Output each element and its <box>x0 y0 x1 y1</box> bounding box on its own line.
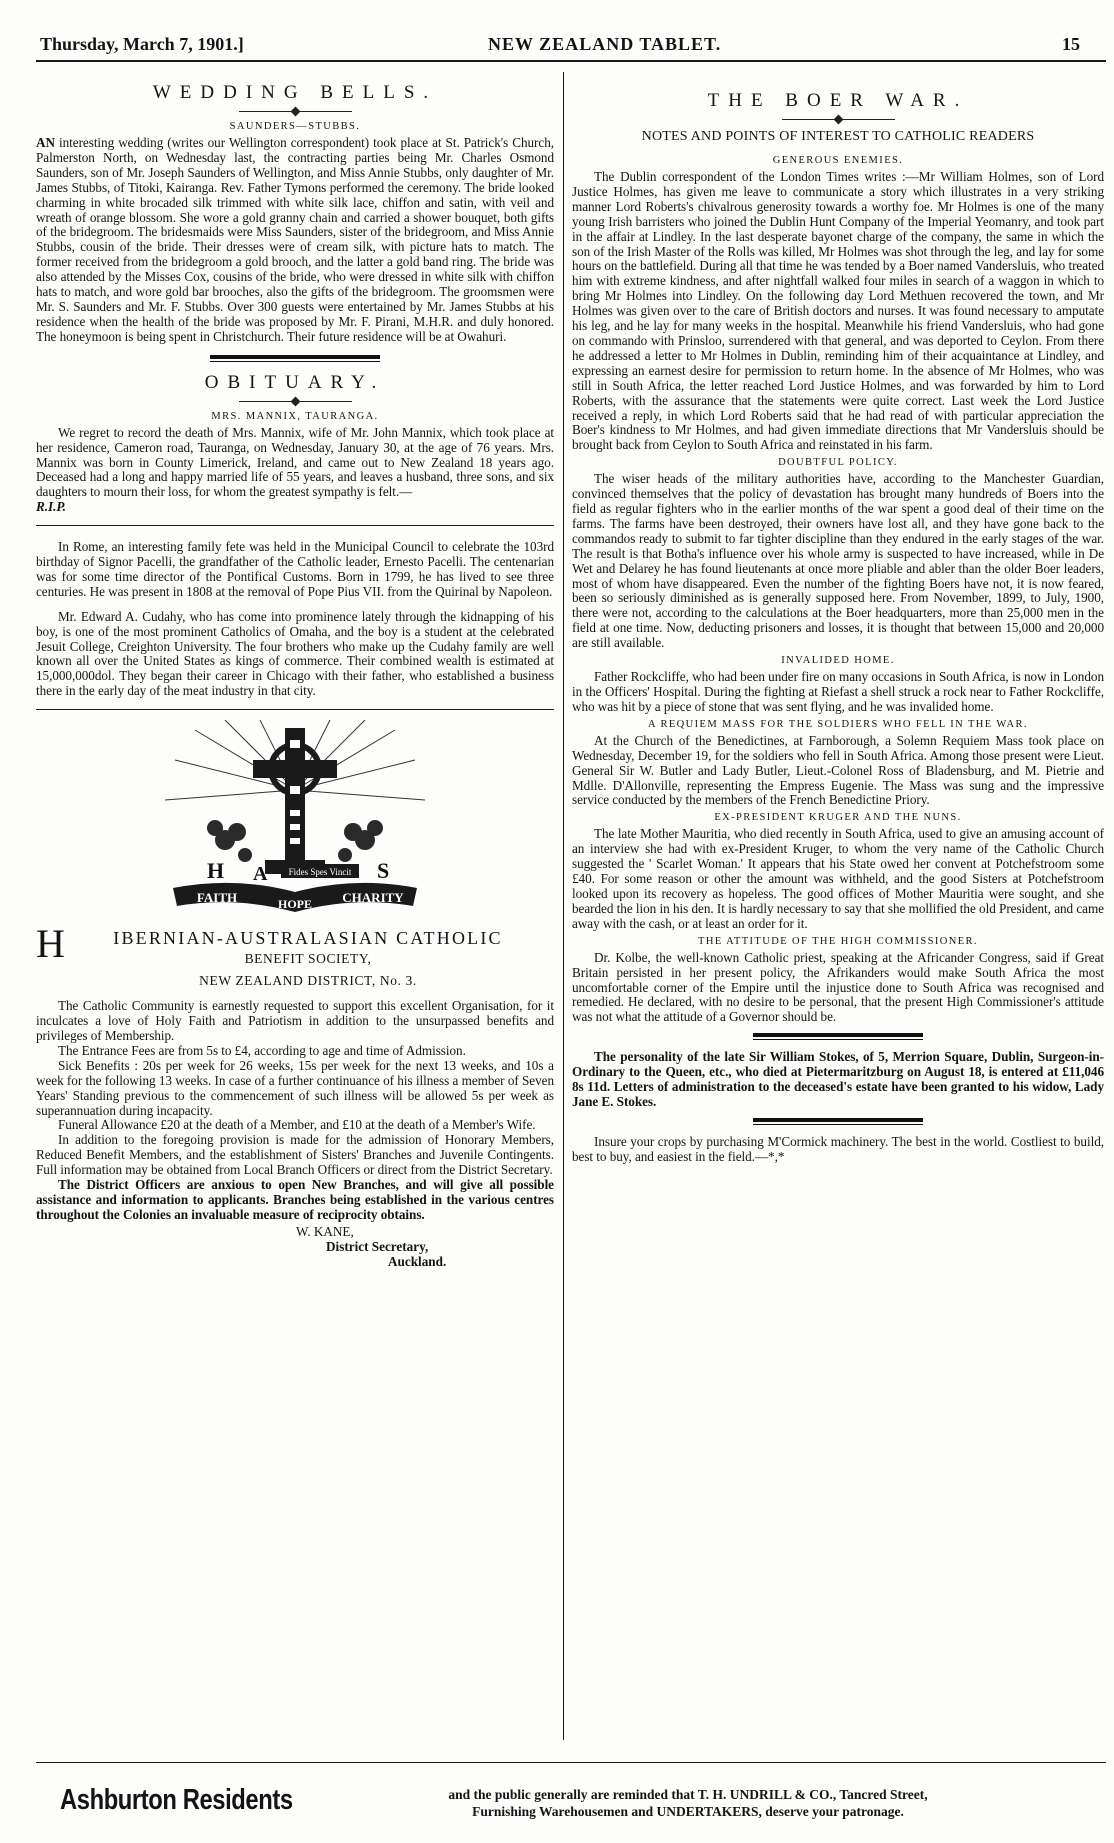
emblem-motto: Fides Spes Vincit <box>288 867 352 878</box>
wedding-lead: AN <box>36 135 55 150</box>
wedding-subheading: SAUNDERS—STUBBS. <box>229 121 361 132</box>
right-column <box>572 76 1104 1165</box>
hibernian-para: Sick Benefits : 20s per week for 26 weeks, 15s per week for the next 13 weeks, and 10s a week for the following 13 weeks. In case of a further continuance of his illness a member of Seven Years' Standing previous to the commencement of such illness will be allowed 5s per week as superannuation during incapacity. <box>36 1057 554 1118</box>
diamond-ornament <box>36 108 554 115</box>
section-rule <box>210 355 380 362</box>
section-title: THE ATTITUDE OF THE HIGH COMMISSIONER. <box>698 935 978 947</box>
section-rule <box>753 1118 923 1125</box>
boer-para: Dr. Kolbe, the well-known Catholic priest, speaking at the Africander Congress, said if Great Britain persisted in her present policy, the Afrikanders would make South Africa the most uncomfortable corner of the Empire until the injustice done to South Africa was recognised and remedied. He declared, with no desire to be personal, that the present High Commissioner's attitude was not what the attitude of a Governor should be. <box>572 949 1104 1025</box>
signature-place: Auckland. <box>388 1253 447 1269</box>
section-title: GENEROUS ENEMIES. <box>772 155 904 166</box>
emblem-faith: FAITH <box>196 890 238 906</box>
emblem-hope: HOPE <box>277 897 313 912</box>
header-rule <box>36 60 1106 62</box>
signature-title: District Secretary, <box>326 1238 429 1254</box>
boer-para: The Dublin correspondent of the London Times writes :—Mr William Holmes, son of Lord Justice Holmes, has given me leave to communicate a story which illustrates in a very striking manner Lord Roberts's chivalrous generosity towards a worthy foe. Mr Holmes is one of the many young Irish barristers who joined the Dublin Hunt Company of the Imperial Yeomanry, and took part in the affair at Lindley. In the last desperate bayonet charge of the company, the same in which the son of the Irish Master of the Rolls was killed, Mr Holmes was shot through the leg, and lay for some hours on the battlefield. During all that time he was tended by a Boer named Vandersluis, who treated him with extreme kindness, and after nightfall walked four miles in search of a waggon in which to bring Mr Holmes into Lindley. On the following day Lord Methuen recovered the town, and Mr Holmes was given over to the care of British doctors and nurses. It was found necessary to amputate his leg, and he lay for many weeks in the hospital. Meanwhile his friend Vandersluis, who had gone on commando with Prinsloo, surrendered with that general, and was deported to Ceylon. From there he addressed a letter to Mr Holmes in Dublin, reminding him of their acquaintance at Lindley, and expressing an earnest desire for permission to return home. In the absence of Mr Holmes, who was still in South Africa, the letter reached Lord Justice Holmes, and was forwarded by him to Lord Roberts, with the assurance that the statements were quite correct. Last week the Lord Justice received a reply, in which Lord Roberts said that he had read of with particular appreciation the Boer's kindness to Mr Holmes, and had given immediate directions that Mr Vandersluis should be brought back from Ceylon to South Africa and reinstated in his farm. <box>572 169 1104 453</box>
footer-line1: and the public generally are reminded that T. H. UNDRILL & CO., Tancred Street, <box>448 1787 928 1802</box>
footer-line2: Furnishing Warehousemen and UNDERTAKERS, deserve your patronage. <box>472 1804 904 1819</box>
hibernian-title-line3: NEW ZEALAND DISTRICT, No. 3. <box>199 973 417 989</box>
section-title: DOUBTFUL POLICY. <box>778 457 898 469</box>
header-page-number: 15 <box>1062 34 1080 54</box>
wedding-article <box>36 136 554 345</box>
section-title: A REQUIEM MASS FOR THE SOLDIERS WHO FELL IN THE WAR. <box>648 718 1028 730</box>
obituary-subheading: MRS. MANNIX, TAURANGA. <box>211 410 379 422</box>
hibernian-para: The Catholic Community is earnestly requested to support this excellent Organisation, for it inculcates a love of Holy Faith and Patriotism in addition to the unsurpassed benefits and privileges of Membership. <box>36 998 554 1043</box>
section-title: INVALIDED HOME. <box>781 655 895 667</box>
hibernian-title-line1: IBERNIAN-AUSTRALASIAN CATHOLIC <box>113 928 503 949</box>
news-item-pacelli: In Rome, an interesting family fete was held in the Municipal Council to celebrate the 103rd birthday of Signor Pacelli, the grandfather of the Catholic leader, Ernesto Pacelli. The centenarian was for some time director of the Pontifical Customs. Born in 1799, he has lived to see three centuries. He was present in 1808 at the removal of Pope Pius VII. from the Quirinal by Napoleon. <box>36 539 554 599</box>
boer-para: Father Rockcliffe, who had been under fire on many occasions in South Africa, is now in London in the Officers' Hospital. During the fighting at Riefast a shell struck a rock near to Father Rockcliffe, who was hit by a piece of stone that was sent flying, and he was invalided home. <box>572 669 1104 714</box>
boer-para: The wiser heads of the military authorities have, according to the Manchester Guardian, convinced themselves that the policy of devastation has brought many hundreds of Boers into the field as regular fighters who in the earlier months of the war spent a good deal of their time on the farms. The farms have been destroyed, their owners have lost all, and they have gone back to the commandos ready to submit to far tighter discipline than they endured in the early stages of the war. The result is that Botha's influence over his whole army is suspected to have increased, while in De Wet and Delarey he has found lieutenants at once more pliable and abler than the older Boer leaders, most of whom have disappeared. Even the number of the fighting Boers have not, it is now feared, been so seriously diminished as is generally supposed here. From November, 1899, to July, 1900, there were not, according to the calculations at the Boer headquarters, more than 25,000 men in the field at one time. Now, deducting prisoners and losses, it is thought that between 15,000 and 20,000 are still available. <box>572 471 1104 651</box>
signature-block <box>36 1225 554 1270</box>
divider-line <box>36 709 554 710</box>
hibernian-society-emblem <box>155 720 435 920</box>
emblem-initial-h: H <box>207 858 225 884</box>
footer-advertisement <box>60 1782 1100 1830</box>
emblem-initial-a: A <box>253 863 268 886</box>
hibernian-para: Funeral Allowance £20 at the death of a Member, and £10 at the death of a Member's Wife. <box>58 1117 536 1133</box>
signature-name: W. KANE, <box>296 1223 354 1239</box>
obituary-heading: OBITUARY. <box>204 371 386 393</box>
news-item-cudahy: Mr. Edward A. Cudahy, who has come into prominence lately through the kidnapping of his boy, is one of the most prominent Catholics of Omaha, and the boy is a student at the celebrated Jesuit College, Creighton University. The four brothers who make up the Cudahy family are well known all over the United States as kings of commerce. Their combined wealth is estimated at 15,000,000dol. They began their career in Chicago with their father, who established a business there in the early day of the meat industry in that city. <box>36 608 554 699</box>
emblem-charity: CHARITY <box>342 890 404 906</box>
diamond-ornament <box>572 116 1104 123</box>
hibernian-title-line2: BENEFIT SOCIETY, <box>244 951 372 967</box>
section-rule <box>753 1033 923 1040</box>
hibernian-para: The Entrance Fees are from 5s to £4, according to age and time of Admission. <box>58 1042 466 1058</box>
boer-subheading: NOTES AND POINTS OF INTEREST TO CATHOLIC READERS <box>641 129 1035 144</box>
column-divider <box>563 72 564 1740</box>
obituary-rip: R.I.P. <box>36 499 66 515</box>
hibernian-para: In addition to the foregoing provision is made for the admission of Honorary Members, Reduced Benefit Members, and the establishment of Sisters' Branches and Juvenile Contingents. Full information may be obtained from Local Branch Officers or direct from the District Secretary. <box>36 1132 554 1178</box>
obituary-article <box>36 426 554 515</box>
insure-notice: Insure your crops by purchasing M'Cormick machinery. The best in the world. Costliest to build, best to buy, and easiest in the field.—*,* <box>572 1133 1104 1164</box>
divider-line <box>36 525 554 526</box>
emblem-initial-s: S <box>377 858 390 884</box>
section-title: EX-PRESIDENT KRUGER AND THE NUNS. <box>714 812 962 824</box>
footer-text <box>338 1786 1038 1820</box>
footer-brand: Ashburton Residents <box>60 1784 293 1816</box>
left-column <box>36 76 554 1270</box>
header-date: Thursday, March 7, 1901.] <box>40 34 244 54</box>
boer-para: The late Mother Mauritia, who died recently in South Africa, used to give an amusing account of an interview she had with ex-President Kruger, to whom the very name of the Catholic Church suggested the ' Scarlet Woman.' It appears that his State owed her convent at Potchefstroom some £40. For some reason or other the amount was withheld, and the good Sisters at Potchefstroom looked upon its recovery as hopeless. The good offices of Mother Mauritia were sought, and she bearded the lion in his den. It is hardly necessary to say that she mollified the old President, and came away with the cash, or at least an order for it. <box>572 826 1104 931</box>
stokes-notice: The personality of the late Sir William Stokes, of 5, Merrion Square, Dublin, Surgeon-in-Ordinary to the Queen, etc., who died at Pietermaritzburg on August 18, is entered at £11,046 8s 11d. Letters of administration to the deceased's estate have been granted to his widow, Lady Jane E. Stokes. <box>572 1049 1104 1109</box>
hibernian-dropcap: H <box>36 921 65 967</box>
boer-heading: THE BOER WAR. <box>707 90 969 111</box>
hibernian-para: The District Officers are anxious to open New Branches, and will give all possible assistance and information to applicants. Branches being established in the various centres throughout the Colonies an invaluable measure of reciprocity obtains. <box>36 1177 554 1222</box>
wedding-heading: WEDDING BELLS. <box>152 82 438 103</box>
header-masthead: NEW ZEALAND TABLET. <box>488 34 722 54</box>
hibernian-title <box>36 921 554 989</box>
boer-para: At the Church of the Benedictines, at Farnborough, a Solemn Requiem Mass took place on Wednesday, December 19, for the soldiers who fell in South Africa. Among those present were Lieut. General Sir W. Butler and Lady Butler, Lieut.-Colonel Ross of Bladensburg, and M. Pietrie and Mdlle. D'Allonville, representing the Empress Eugenie. The Mass was sung and the impressive service conducted by the members of the French Benedictine Priory. <box>572 732 1104 808</box>
page-header <box>40 34 1080 60</box>
obituary-body: We regret to record the death of Mrs. Mannix, wife of Mr. John Mannix, which took place at her residence, Cameron road, Tauranga, on Wednesday, January 30, at the age of 76 years. Mrs. Mannix was born in County Limerick, Ireland, and came out to New Zealand 18 years ago. Deceased had a long and happy married life of 55 years, and leaves a husband, three sons, and six daughters to mourn their loss, for whom the greatest sympathy is felt.— <box>36 424 554 500</box>
diamond-ornament <box>36 398 554 405</box>
footer-rule <box>36 1762 1106 1763</box>
wedding-body: interesting wedding (writes our Wellington correspondent) took place at St. Patrick's Church, Palmerston North, on Wednesday last, the contracting parties being Mr. Charles Osmond Saunders, son of Mr. Joseph Saunders of Wellington, and Miss Annie Stubbs, only daughter of Mr. James Stubbs, of Titoki, Kairanga. Rev. Father Tymons performed the ceremony. The bride looked charming in white brocaded silk trimmed with white silk lace, chiffon and satin, with veil and wreath of orange blossom. She wore a gold granny chain and carried a shower bouquet, both gifts of the bridegroom. The bridesmaids were Miss Saunders, sister of the bridegroom, and Miss Annie Stubbs, cousin of the bride. Their dresses were of cream silk, with picture hats to match. The former received from the bridegroom a gold brooch, and the latter a gold band ring. The bride was also attended by the Misses Cox, cousins of the bride, who were dressed in white silk with chiffon hats to match, and wore gold bar brooches, also the gifts of the bridegroom. The groomsmen were Mr. S. Saunders and Mr. F. Stubbs. Over 300 guests were entertained by Mr. James Stubbs at his residence when the health of the bride was proposed by Mr. F. Pirani, M.H.R. and duly honored. The honeymoon is being spent in Christchurch. Their future residence will be at Owahuri. <box>36 135 554 344</box>
